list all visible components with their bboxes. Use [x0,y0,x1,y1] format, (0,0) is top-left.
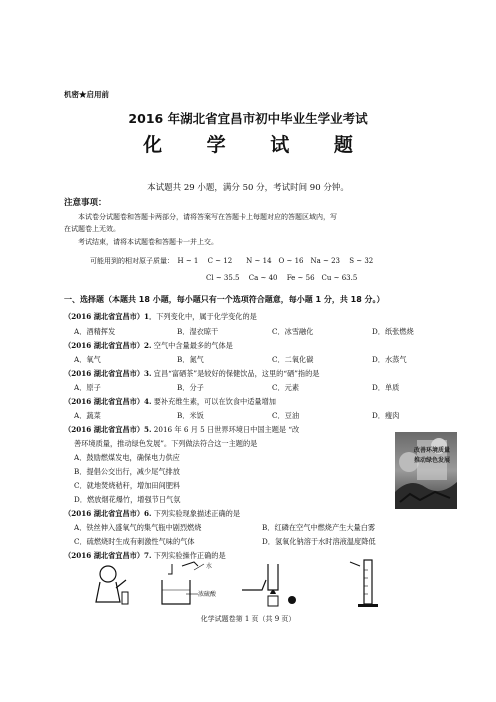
q5-option-b: B．提倡公交出行，减少尾气排放 [74,467,180,476]
q2-option-a: A．氧气 [74,355,101,364]
water-label: 水 [206,563,213,570]
atomic-masses-line-1: 可能用到的相对原子质量： H ~ 1 C ~ 12 N ~ 14 O ~ 16 Na ~ 23 S ~ 32 [90,257,374,265]
section-heading: 一、选择题（本题共 18 小题，每小题只有一个选项符合题意，每小题 1 分，共 18 分。） [64,295,385,304]
q5-option-c: C．就地焚烧秸秆，增加田间肥料 [74,481,181,490]
q3-option-d: D．单质 [372,383,400,392]
poster-caption-1: 改善环境质量 [413,447,451,454]
question-5-continued: 善环境质量，推动绿色发展”。下列做法符合这一主题的是 [74,439,258,448]
acid-label: 浓硫酸 [198,591,217,598]
q4-option-c: C．豆油 [272,411,300,420]
q2-option-b: B．氮气 [177,355,204,364]
question-3: （2016 湖北省宜昌市）3. 宜昌“富硒茶”是较好的保健饮品，这里的“硒”指的是 [64,369,320,378]
question-1: （2016 湖北省宜昌市）1．下列变化中，属于化学变化的是 [64,312,257,321]
q3-option-b: B．分子 [177,383,204,392]
q6-option-d: D．氢氧化钠溶于水时溶液温度降低 [262,537,376,546]
exam-intro: 本试题共 29 小题，满分 50 分，考试时间 90 分钟。 [147,183,349,193]
environment-day-poster-image [395,432,457,509]
q3-option-a: A．原子 [74,383,101,392]
question-5: （2016 湖北省宜昌市）5. 2016 年 6 月 5 日世界环境日中国主题是 “改 [64,425,300,434]
lab-image-d-cylinder [346,556,386,610]
poster-caption-2: 推动绿色发展 [413,457,451,464]
atomic-masses-line-2: Cl ~ 35.5 Ca ~ 40 Fe ~ 56 Cu ~ 63.5 [206,274,358,282]
q1-option-a: A．酒精挥发 [74,327,116,336]
q1-option-d: D．纸张燃烧 [372,327,414,336]
q6-option-a: A．铁丝伸入盛氧气的集气瓶中剧烈燃烧 [74,523,202,532]
lab-image-a-smelling [86,562,130,610]
lab-image-b-diluting-acid [142,560,222,610]
notice-line-2: 在试题卷上无效。 [64,225,120,233]
notice-line-1: 本试卷分试题卷和答题卡两部分，请将答案写在答题卡上每题对应的答题区域内，写 [78,213,337,221]
question-6: （2016 湖北省宜昌市）6. 下列实验现象描述正确的是 [64,509,241,518]
question-4: （2016 湖北省宜昌市）4. 要补充维生素，可以在饮食中适量增加 [64,397,276,406]
q6-option-c: C．硫燃烧时生成有刺激性气味的气体 [74,537,195,546]
question-2: （2016 湖北省宜昌市）2. 空气中含量最多的气体是 [64,341,233,350]
notice-heading: 注意事项： [64,198,107,208]
confidential-label: 机密★启用前 [64,90,109,99]
q1-option-b: B．湿衣晾干 [177,327,219,336]
q3-option-c: C．元素 [272,383,300,392]
q4-option-a: A．蔬菜 [74,411,101,420]
subject-title: 化 学 试 题 [143,134,372,156]
page-footer: 化学试题卷第 1 页（共 9 页） [200,615,296,623]
q4-option-b: B．米饭 [177,411,204,420]
q2-option-c: C．二氧化碳 [272,355,314,364]
q4-option-d: D．瘦肉 [372,411,400,420]
q2-option-d: D．水蒸气 [372,355,407,364]
q5-option-a: A．鼓励燃煤发电，确保电力供应 [74,453,180,462]
exam-title: 2016 年湖北省宜昌市初中毕业生学业考试 [128,111,368,126]
q1-option-c: C．冰雪融化 [272,327,314,336]
q5-option-d: D．燃放烟花爆竹，增强节日气氛 [74,495,181,504]
question-7: （2016 湖北省宜昌市）7. 下列实验操作正确的是 [64,551,226,560]
q6-option-b: B．红磷在空气中燃烧产生大量白雾 [262,523,376,532]
lab-image-c-heating [232,560,302,610]
notice-line-3: 考试结束，请将本试题卷和答题卡一并上交。 [78,238,218,246]
